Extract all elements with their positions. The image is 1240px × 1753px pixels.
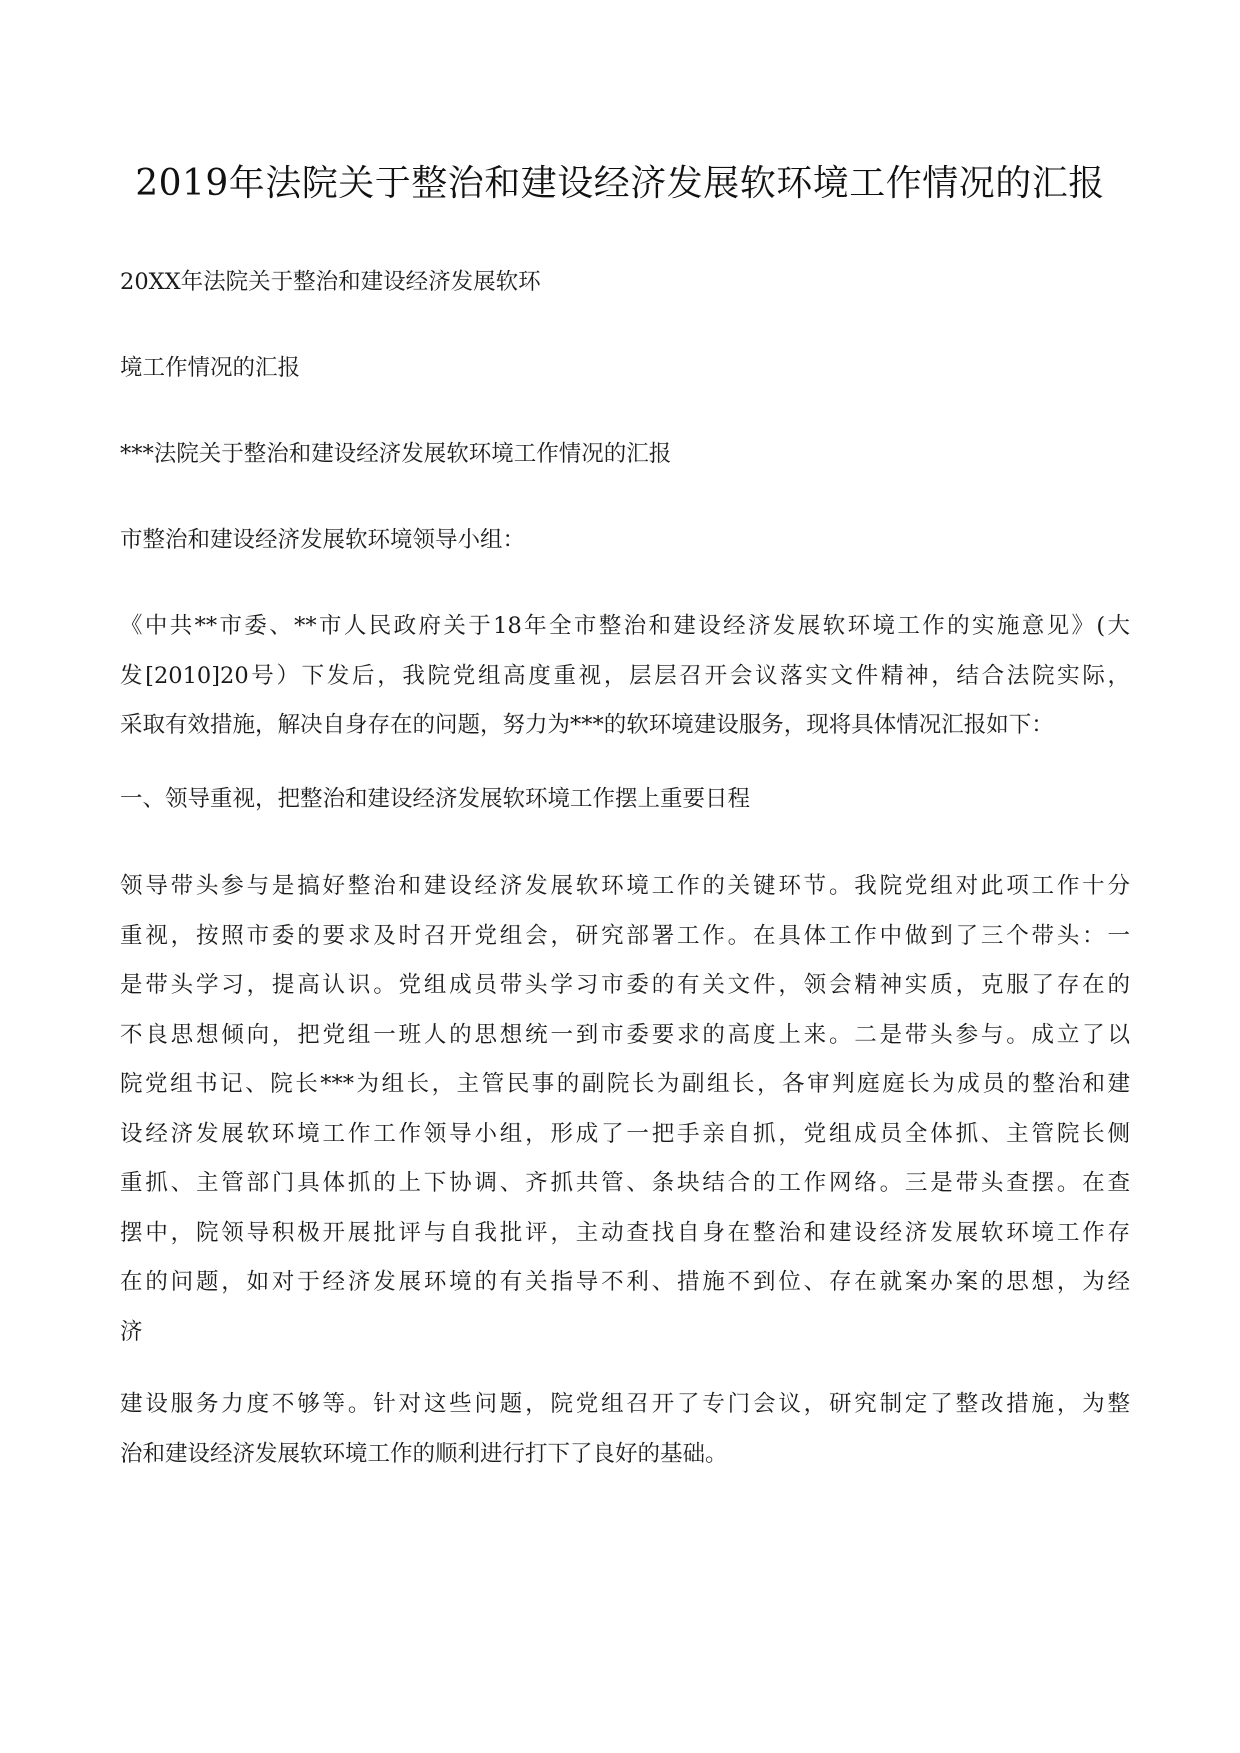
paragraph-line: 20XX年法院关于整治和建设经济发展软环 [120,269,541,295]
report-heading [120,430,1130,480]
paragraph-line: 治和建设经济发展软环境工作的顺利进行打下了良好的基础。 [120,1440,728,1467]
paragraph-line: 重视，按照市委的要求及时召开党组会，研究部署工作。在具体工作中做到了三个带头：一 [120,922,1130,949]
paragraph-line: 不良思想倾向，把党组一班人的思想统一到市委要求的高度上来。二是带头参与。成立了以 [120,1021,1130,1048]
salutation [120,516,1130,566]
paragraph-line: 院党组书记、院长***为组长，主管民事的副院长为副组长，各审判庭庭长为成员的整治和建 [120,1071,1130,1097]
paragraph-line: 发[2010]20号）下发后，我院党组高度重视，层层召开会议落实文件精神，结合法院实际， [120,662,1130,689]
subtitle-line-1 [120,258,1130,308]
subtitle-line-2 [120,344,1130,394]
paragraph-line: ***法院关于整治和建设经济发展软环境工作情况的汇报 [120,441,672,467]
body-paragraph-1 [120,862,1130,1357]
paragraph-line: 建设服务力度不够等。针对这些问题，院党组召开了专门会议，研究制定了整改措施，为整 [120,1391,1130,1417]
paragraph-line: 市整治和建设经济发展软环境领导小组： [120,527,526,553]
paragraph-line: 一、领导重视，把整治和建设经济发展软环境工作摆上重要日程 [120,786,751,812]
body-paragraph-2 [120,1380,1130,1479]
paragraph-line: 是带头学习，提高认识。党组成员带头学习市委的有关文件，领会精神实质，克服了存在的 [120,972,1130,998]
paragraph-line: 采取有效措施，解决自身存在的问题，努力为***的软环境建设服务，现将具体情况汇报如下： [120,712,1054,738]
paragraph-line: 境工作情况的汇报 [120,355,301,381]
section-heading-1 [120,775,1130,825]
paragraph-line: 济 [120,1318,143,1345]
paragraph-line: 重抓、主管部门具体抓的上下协调、齐抓共管、条块结合的工作网络。三是带头查摆。在查 [120,1170,1130,1196]
paragraph-line: 《中共**市委、**市人民政府关于18年全市整治和建设经济发展软环境工作的实施意见》(大 [120,613,1130,639]
paragraph-line: 设经济发展软环境工作工作领导小组，形成了一把手亲自抓，党组成员全体抓、主管院长侧 [120,1120,1130,1147]
document-title: 2019年法院关于整治和建设经济发展软环境工作情况的汇报 [135,163,1105,204]
paragraph-line: 领导带头参与是搞好整治和建设经济发展软环境工作的关键环节。我院党组对此项工作十分 [120,873,1130,899]
paragraph-line: 在的问题，如对于经济发展环境的有关指导不利、措施不到位、存在就案办案的思想，为经 [120,1269,1130,1295]
intro-paragraph [120,602,1130,751]
paragraph-line: 摆中，院领导积极开展批评与自我批评，主动查找自身在整治和建设经济发展软环境工作存 [120,1219,1130,1246]
